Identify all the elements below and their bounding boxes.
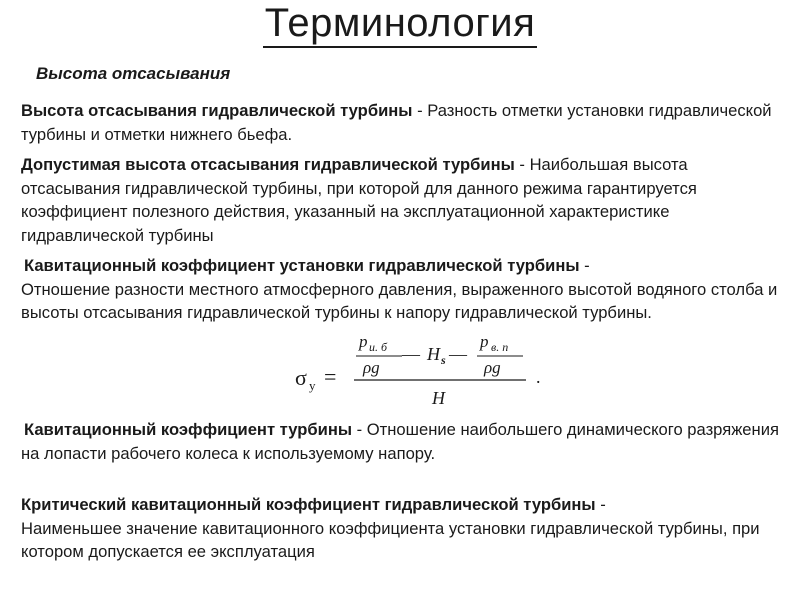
formula-p1: p	[359, 332, 368, 351]
formula-equals: =	[324, 364, 337, 389]
definition-text: Наименьшее значение кавитационного коэффициента установки гидравлической турбины, при котором допускается ее эксплуатация	[21, 518, 760, 562]
formula-p1-sub: и. б	[369, 340, 388, 354]
formula-lhs-sub: у	[309, 378, 316, 393]
formula-den1: ρg	[363, 358, 380, 377]
page-title: Терминология	[0, 0, 800, 46]
definition-term: Допустимая высота отсасывания гидравлической турбины	[21, 155, 515, 174]
formula-H: H	[427, 344, 440, 364]
cavitation-formula	[266, 328, 557, 414]
definition-allowable-suction-height: Допустимая высота отсасывания гидравлической турбины - Наибольшая высота отсасывания гидравлической турбины, при которой для данного режима гарантируется коэффициент полезного действия, указанный на эксплуатационной характеристике гидравлической турбины	[21, 155, 697, 245]
definition-term: Критический кавитационный коэффициент гидравлической турбины	[21, 495, 596, 514]
formula-minus2: —	[449, 344, 467, 364]
definition-turbine-cavitation-coefficient: Кавитационный коэффициент турбины - Отношение наибольшего динамического разряжения на лопасти рабочего колеса к используемому напору.	[21, 420, 779, 463]
formula-end: .	[536, 367, 541, 387]
definition-term: Кавитационный коэффициент турбины	[24, 420, 353, 439]
definition-text: Отношение наибольшего динамического разряжения на лопасти рабочего колеса к используемому напору.	[21, 420, 779, 463]
formula-minus1: —	[402, 344, 420, 364]
definition-critical-cavitation-coefficient: Критический кавитационный коэффициент гидравлической турбины - Наименьшее значение кавитационного коэффициента установки гидравлической турбины, при котором допускается ее эксплуатация	[21, 495, 760, 562]
formula-lhs: σ	[295, 365, 307, 390]
definition-text: Отношение разности местного атмосферного давления, выраженного высотой водяного столба и высоты отсасывания гидравлической турбины к напору гидравлической турбины.	[21, 279, 778, 323]
formula-H-sub: s	[441, 353, 446, 367]
formula-den2: ρg	[484, 358, 501, 377]
definition-installation-cavitation-coefficient: Кавитационный коэффициент установки гидравлической турбины - Отношение разности местного атмосферного давления, выраженного высотой водяного столба и высоты отсасывания гидравлической турбины к напору гидравлической турбины.	[21, 256, 778, 323]
definition-term: Кавитационный коэффициент установки гидравлической турбины	[24, 256, 580, 275]
formula-p2: p	[480, 332, 489, 351]
definition-text: Наибольшая высота отсасывания гидравлической турбины, при которой для данного режима гарантируется коэффициент полезного действия, указанный на эксплуатационной характеристике гидравлической турбины	[21, 155, 697, 245]
formula-denominator: H	[432, 388, 445, 408]
formula-p2-sub: в. п	[491, 340, 509, 354]
definition-text: Разность отметки установки гидравлической турбины и отметки нижнего бьефа.	[21, 101, 772, 144]
section-subtitle: Высота отсасывания	[36, 64, 231, 83]
definition-suction-height: Высота отсасывания гидравлической турбины - Разность отметки установки гидравлической турбины и отметки нижнего бьефа.	[21, 101, 772, 144]
definition-term: Высота отсасывания гидравлической турбины	[21, 101, 413, 120]
